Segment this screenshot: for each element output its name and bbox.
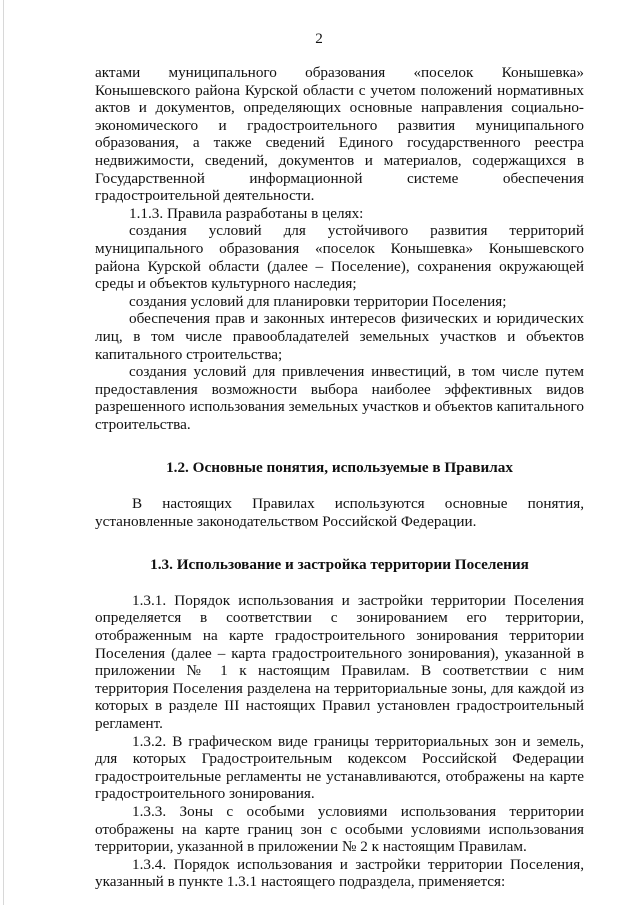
paragraph-goal-planning: создания условий для планировки территории Поселения;	[129, 292, 507, 310]
paragraph-goals-intro: 1.1.3. Правила разработаны в целях:	[129, 204, 364, 222]
paragraph-goal-rights: обеспечения прав и законных интересов физических и юридических лиц, в том числе правообладателей земельных участков и объектов капитального строительства;	[95, 310, 584, 363]
section-1-2-heading: 1.2. Основные понятия, используемые в Правилах	[166, 459, 513, 477]
paragraph-1-3-2: 1.3.2. В графическом виде границы территориальных зон и земель, для которых Градостроительным кодексом Российской Федерации градостроительные регламенты не устанавливаются, отображены на карте градостроительного зонирования.	[95, 732, 584, 803]
paragraph-goal-sustainable-development: создания условий для устойчивого развития территорий муниципального образования «поселок Конышевка» Конышевского района Курской области (далее – Поселение), сохранения окружающей среды и объектов культурного наследия;	[95, 222, 584, 293]
section-1-2-text: В настоящих Правилах используются основные понятия, установленные законодательством Российской Федерации.	[95, 495, 584, 530]
paragraph-goal-investments: создания условий для привлечения инвестиций, в том числе путем предоставления возможности выбора наиболее эффективных видов разрешенного использования земельных участков и объектов капитального строительства.	[95, 363, 584, 433]
paragraph-1-3-1: 1.3.1. Порядок использования и застройки территории Поселения определяется в соответствии с зонированием его территории, отображенным на карте градостроительного зонирования территории Поселения (далее – карта градостроительного зонирования), указанной в приложении № 1 к настоящим Правилам. В соответствии с ним территория Поселения разделена на территориальные зоны, для каждой из которых в разделе III настоящих Правил установлен градостроительный регламент.	[95, 591, 584, 732]
paragraph-legal-basis: актами муниципального образования «поселок Конышевка» Конышевского района Курской области с учетом положений нормативных актов и документов, определяющих основные направления социально-экономического и градостроительного развития муниципального образования, а также сведений Единого государственного реестра недвижимости, сведений, документов и материалов, содержащихся в Государственной информационной системе обеспечения градостроительной деятельности.	[95, 64, 584, 205]
paragraph-1-3-3: 1.3.3. Зоны с особыми условиями использования территории отображены на карте границ зон с особыми условиями использования территории, указанной в приложении № 2 к настоящим Правилам.	[95, 802, 584, 856]
document-body	[95, 64, 584, 891]
scan-edge-line	[3, 0, 4, 905]
page-number: 2	[315, 30, 323, 47]
paragraph-1-3-4: 1.3.4. Порядок использования и застройки территории Поселения, указанный в пункте 1.3.1 настоящего подраздела, применяется:	[95, 855, 584, 891]
section-1-3-heading: 1.3. Использование и застройка территории Поселения	[150, 556, 529, 574]
